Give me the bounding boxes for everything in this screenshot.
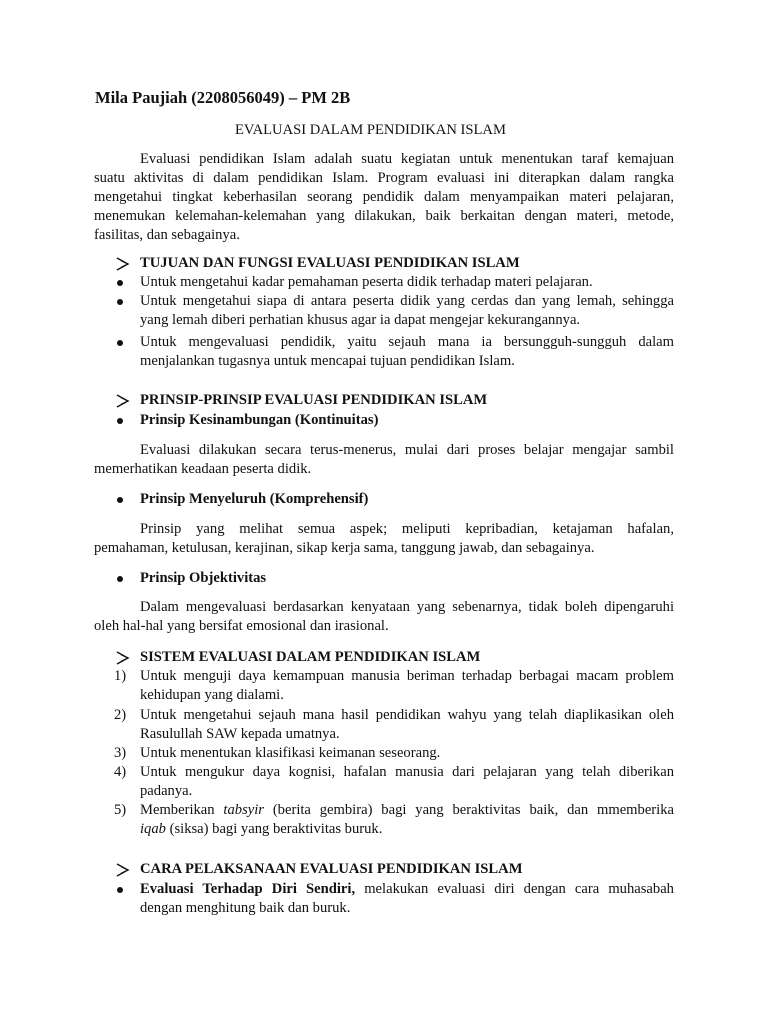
list-number: 2) [114, 707, 127, 723]
author-line: Mila Paujiah (2208056049) – PM 2B [95, 88, 351, 107]
intro-line: Evaluasi pendidikan Islam adalah suatu kegiatan untuk menentukan taraf kemajuan [140, 151, 674, 167]
arrow-bullet-icon [116, 651, 130, 665]
item-text: (berita gembira) bagi yang beraktivitas baik, dan mmemberika [263, 802, 674, 818]
item-emphasis: tabsyir [223, 802, 264, 818]
bullet-dot-icon [117, 299, 123, 305]
numbered-item: Untuk menguji daya kemampuan manusia beriman terhadap berbagai macam problem [140, 668, 674, 684]
numbered-item-continuation [140, 820, 382, 840]
bullet-dot-icon [117, 418, 123, 424]
section-heading: SISTEM EVALUASI DALAM PENDIDIKAN ISLAM [140, 649, 481, 665]
numbered-item: Untuk mengetahui sejauh mana hasil pendidikan wahyu yang telah diaplikasikan oleh [140, 707, 674, 723]
intro-line: suatu aktivitas di dalam pendidikan Islam. Program evaluasi ini diterapkan dalam rangka [94, 170, 674, 186]
document-title: EVALUASI DALAM PENDIDIKAN ISLAM [235, 122, 506, 138]
principle-title: Prinsip Menyeluruh (Komprehensif) [140, 491, 369, 507]
numbered-item: Untuk menentukan klasifikasi keimanan seseorang. [140, 745, 441, 761]
list-item: Untuk mengetahui kadar pemahaman peserta didik terhadap materi pelajaran. [140, 274, 593, 290]
item-emphasis: iqab [140, 821, 166, 837]
principle-title: Prinsip Kesinambungan (Kontinuitas) [140, 412, 379, 428]
bullet-dot-icon [117, 887, 123, 893]
intro-line: fasilitas, dan sebagainya. [94, 227, 240, 243]
numbered-item-continuation: kehidupan yang dialami. [140, 687, 284, 703]
list-item: Untuk mengetahui siapa di antara peserta didik yang cerdas dan yang lemah, sehingga [140, 293, 674, 309]
item-text: melakukan evaluasi diri dengan cara muhasabah [355, 881, 674, 897]
bullet-dot-icon [117, 497, 123, 503]
section-heading: PRINSIP-PRINSIP EVALUASI PENDIDIKAN ISLAM [140, 392, 488, 408]
item-bold-lead: Evaluasi Terhadap Diri Sendiri, [140, 881, 356, 897]
numbered-item: Untuk mengukur daya kognisi, hafalan manusia dari pelajaran yang telah diberikan [140, 764, 674, 780]
principle-text: pemahaman, ketulusan, kerajinan, sikap kerja sama, tanggung jawab, dan sebagainya. [94, 540, 595, 556]
arrow-bullet-icon [116, 863, 130, 877]
list-item-continuation: dengan menghitung baik dan buruk. [140, 900, 351, 916]
list-number: 1) [114, 668, 127, 684]
principle-text: Evaluasi dilakukan secara terus-menerus, mulai dari proses belajar mengajar sambil [140, 442, 674, 458]
section-heading: CARA PELAKSANAAN EVALUASI PENDIDIKAN ISLAM [140, 861, 523, 877]
intro-line: mengetahui tingkat keberhasilan seorang pendidik dalam menyampaikan materi pelajaran, [94, 189, 674, 205]
bullet-dot-icon [117, 340, 123, 346]
arrow-bullet-icon [116, 394, 130, 408]
principle-text: oleh hal-hal yang bersifat emosional dan irasional. [94, 618, 389, 634]
list-item [140, 880, 674, 900]
numbered-item-continuation: padanya. [140, 783, 193, 799]
principle-title: Prinsip Objektivitas [140, 570, 267, 586]
numbered-item-continuation: Rasulullah SAW kepada umatnya. [140, 726, 340, 742]
section-heading: TUJUAN DAN FUNGSI EVALUASI PENDIDIKAN ISLAM [140, 255, 520, 271]
intro-line: menemukan kelemahan-kelemahan yang dilakukan, baik berkaitan dengan materi, metode, [94, 208, 674, 224]
item-text: (siksa) bagi yang beraktivitas buruk. [165, 821, 383, 837]
list-number: 4) [114, 764, 127, 780]
list-item: Untuk mengevaluasi pendidik, yaitu sejauh mana ia bersungguh-sungguh dalam [140, 334, 674, 350]
bullet-dot-icon [117, 576, 123, 582]
list-number: 5) [114, 802, 127, 818]
item-text: Memberikan [140, 802, 224, 818]
list-number: 3) [114, 745, 127, 761]
principle-text: memerhatikan keadaan peserta didik. [94, 461, 312, 477]
bullet-dot-icon [117, 280, 123, 286]
principle-text: Dalam mengevaluasi berdasarkan kenyataan yang sebenarnya, tidak boleh dipengaruhi [140, 599, 674, 615]
principle-text: Prinsip yang melihat semua aspek; meliputi kepribadian, ketajaman hafalan, [140, 521, 674, 537]
arrow-bullet-icon [116, 257, 130, 271]
numbered-item [140, 801, 674, 821]
list-item-continuation: yang lemah diberi perhatian khusus agar ia dapat mengejar kekurangannya. [140, 312, 581, 328]
list-item-continuation: menjalankan tugasnya untuk mencapai tujuan pendidikan Islam. [140, 353, 515, 369]
